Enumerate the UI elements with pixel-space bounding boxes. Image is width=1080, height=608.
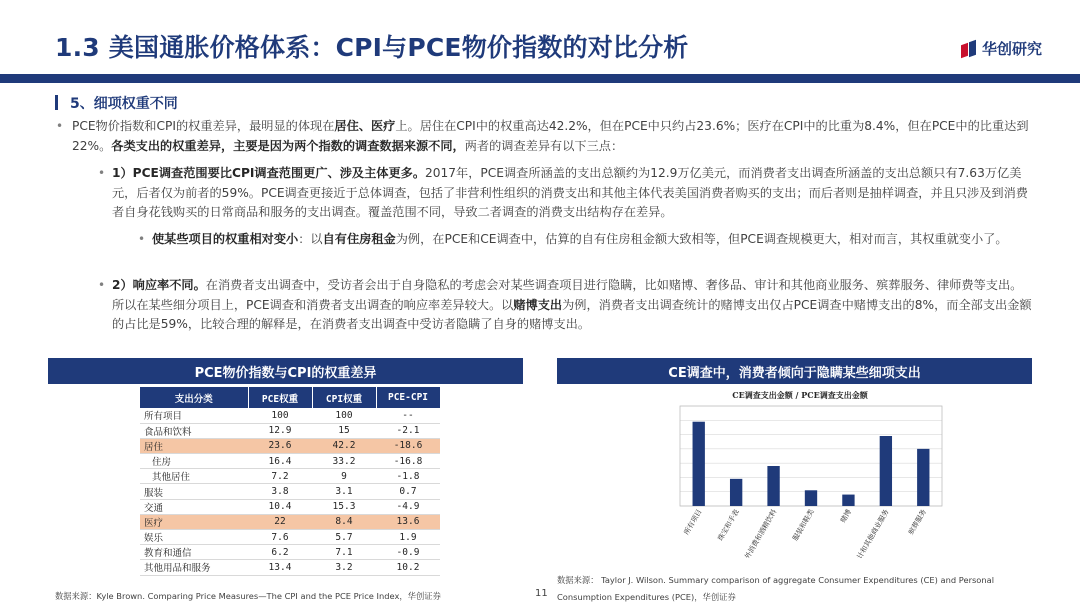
cell-cpi: 15: [312, 423, 376, 438]
source-note-right: 数据来源： Taylor J. Wilson. Summary comparison of aggregate Consumer Expenditures (CE) and Personal Consumption Expenditures (PCE)，华创证券: [557, 575, 995, 602]
cell-cpi: 8.4: [312, 514, 376, 529]
p3-text-b: 为例，在PCE和CE调查中，估算的自有住房租金额大致相等，但PCE调查规模更大，相对而言，其权重就变小了。: [395, 232, 1008, 246]
x-tick-label: 赌博: [839, 508, 854, 525]
cell-cpi: 5.7: [312, 530, 376, 545]
weights-table: [140, 387, 441, 576]
section-title: 5、细项权重不同: [70, 96, 178, 112]
cell-pce: 6.2: [248, 545, 312, 560]
cell-diff: --: [376, 408, 440, 423]
bar-1: [730, 479, 742, 506]
cell-category: 其他用品和服务: [140, 560, 248, 575]
bullet-dot: •: [98, 278, 106, 292]
x-tick-label: 殡葬服务: [907, 508, 929, 537]
cell-diff: -16.8: [376, 454, 440, 469]
x-tick-label: 服装和鞋类: [791, 508, 816, 543]
cell-pce: 10.4: [248, 499, 312, 514]
cell-category: 交通: [140, 499, 248, 514]
table-row: [140, 454, 440, 469]
bar-0: [693, 422, 705, 506]
x-tick-label: 会计和其他商业服务: [852, 508, 891, 558]
cell-pce: 100: [248, 408, 312, 423]
table-row: [140, 499, 440, 514]
p1-text-c: 两者的调查差异有以下三点：: [464, 138, 624, 153]
table-header-row: [140, 387, 440, 408]
cell-category: 所有项目: [140, 408, 248, 423]
cell-category: 住房: [140, 454, 248, 469]
cell-diff: 13.6: [376, 514, 440, 529]
chart-svg: [650, 388, 950, 558]
x-tick-label: 所有项目: [682, 508, 704, 537]
cell-diff: 10.2: [376, 560, 440, 575]
p2-text: 2017年，PCE调查所涵盖的支出总额约为12.9万亿美元，而消费者支出调查所涵盖的支出总额只有7.63万亿美元，后者仅为前者的59%。PCE调查更接近于总体调查，包括了非营利性组织的消费支出和其他主体代表美国消费者购买的支出；而后者则是抽样调查，并且只涉及到消费者自身花钱购买的日常商品和服务的支出调查。覆盖范围不同，导致二者调查的消费支出结构存在差异。: [112, 166, 1028, 219]
p1-text-b: 上。居住在CPI中的权重高达42.2%，但在PCE中只约占23.6%；医疗在CPI中的比重为8.4%，但在PCE中的比重达到22%。: [72, 119, 1029, 153]
cell-diff: -1.8: [376, 469, 440, 484]
bar-6: [917, 449, 929, 506]
cell-pce: 12.9: [248, 423, 312, 438]
bar-3: [805, 490, 817, 506]
cell-cpi: 7.1: [312, 545, 376, 560]
p1-emphasis-a: 居住、医疗: [334, 119, 396, 133]
cell-category: 食品和饮料: [140, 423, 248, 438]
cell-category: 服装: [140, 484, 248, 499]
bar-4: [842, 495, 854, 506]
table-row: [140, 438, 440, 453]
cell-cpi: 9: [312, 469, 376, 484]
cell-diff: -4.9: [376, 499, 440, 514]
cell-pce: 7.2: [248, 469, 312, 484]
page-title: 1.3 美国通胀价格体系：CPI与PCE物价指数的对比分析: [55, 33, 689, 62]
cell-pce: 23.6: [248, 438, 312, 453]
table-row: [140, 469, 440, 484]
bullet-dot: •: [56, 119, 64, 133]
table-row: [140, 484, 440, 499]
source-note-left: 数据来源：Kyle Brown. Comparing Price Measures—The CPI and the PCE Price Index，华创证券: [55, 591, 441, 601]
cell-diff: -2.1: [376, 423, 440, 438]
p4-emphasis-a: 2）响应率不同。: [112, 278, 206, 292]
cell-diff: 1.9: [376, 530, 440, 545]
p4-text-b: 为例，消费者支出调查统计的赌博支出仅占PCE调查中赌博支出的8%，而全部支出金额的占比是59%，比较合理的解释是，在消费者支出调查中受访者隐瞒了自身的赌博支出。: [112, 297, 1032, 331]
paragraph-weights: [56, 117, 1032, 156]
paragraph-coverage: [98, 164, 1032, 223]
cell-pce: 13.4: [248, 560, 312, 575]
cell-diff: -0.9: [376, 545, 440, 560]
p4-emphasis-b: 赌博支出: [513, 297, 563, 312]
logo-text: 华创研究: [981, 40, 1042, 58]
cell-pce: 3.8: [248, 484, 312, 499]
table-row: [140, 408, 440, 423]
cell-pce: 7.6: [248, 530, 312, 545]
left-panel-title: PCE物价指数与CPI的权重差异: [48, 358, 523, 384]
p3-text-a: ：以: [298, 232, 323, 246]
logo-mark-icon: [961, 40, 977, 58]
x-tick-label: 户外消费和酒精饮料: [739, 508, 779, 558]
chart-title: CE调查支出金额 / PCE调查支出金额: [732, 390, 868, 400]
section-marker: [55, 95, 58, 110]
paragraph-weight-smaller: [138, 230, 1032, 250]
header-divider: [0, 74, 1080, 83]
table-row: [140, 423, 440, 438]
bar-5: [880, 436, 892, 506]
cell-cpi: 3.1: [312, 484, 376, 499]
cell-cpi: 100: [312, 408, 376, 423]
cell-category: 教育和通信: [140, 545, 248, 560]
column-header-diff: PCE-CPI: [376, 387, 440, 408]
column-header-pce: PCE权重: [248, 387, 312, 408]
cell-cpi: 15.3: [312, 499, 376, 514]
column-header-cpi: CPI权重: [312, 387, 376, 408]
cell-cpi: 3.2: [312, 560, 376, 575]
p1-emphasis-b: 各类支出的权重差异，主要是因为两个指数的调查数据来源不同，: [111, 138, 465, 153]
cell-cpi: 33.2: [312, 454, 376, 469]
table-row: [140, 514, 440, 529]
cell-diff: -18.6: [376, 438, 440, 453]
cell-category: 居住: [140, 438, 248, 453]
p3-emphasis-a: 使某些项目的权重相对变小: [152, 232, 299, 246]
paragraph-response-rate: [98, 276, 1032, 335]
cell-pce: 16.4: [248, 454, 312, 469]
table-row: [140, 530, 440, 545]
p2-emphasis: 1）PCE调查范围要比CPI调查范围更广、涉及主体更多。: [112, 166, 426, 180]
right-panel-title: CE调查中，消费者倾向于隐瞒某些细项支出: [557, 358, 1032, 384]
bullet-dot: •: [138, 232, 146, 246]
cell-category: 其他居住: [140, 469, 248, 484]
table-row: [140, 545, 440, 560]
p1-text-a: PCE物价指数和CPI的权重差异，最明显的体现在: [72, 119, 335, 133]
cell-category: 医疗: [140, 514, 248, 529]
table-row: [140, 560, 440, 575]
ce-pce-ratio-chart: [650, 388, 950, 558]
p4-text-a: 在消费者支出调查中，受访者会出于自身隐私的考虑会对某些调查项目进行隐瞒，比如赌博、奢侈品、审计和其他商业服务、殡葬服务、律师费等支出。所以在某些细分项目上，PCE调查和消费者支出调查的响应率差异较大。以: [112, 278, 1023, 312]
column-header-category: 支出分类: [140, 387, 248, 408]
cell-cpi: 42.2: [312, 438, 376, 453]
page-number: 11: [535, 588, 548, 599]
cell-pce: 22: [248, 514, 312, 529]
x-tick-label: 珠宝和手表: [716, 508, 741, 543]
bar-2: [767, 466, 779, 506]
bullet-dot: •: [98, 166, 106, 180]
brand-logo: [961, 38, 1042, 59]
p3-emphasis-b: 自有住房租金: [322, 232, 396, 246]
cell-diff: 0.7: [376, 484, 440, 499]
cell-category: 娱乐: [140, 530, 248, 545]
